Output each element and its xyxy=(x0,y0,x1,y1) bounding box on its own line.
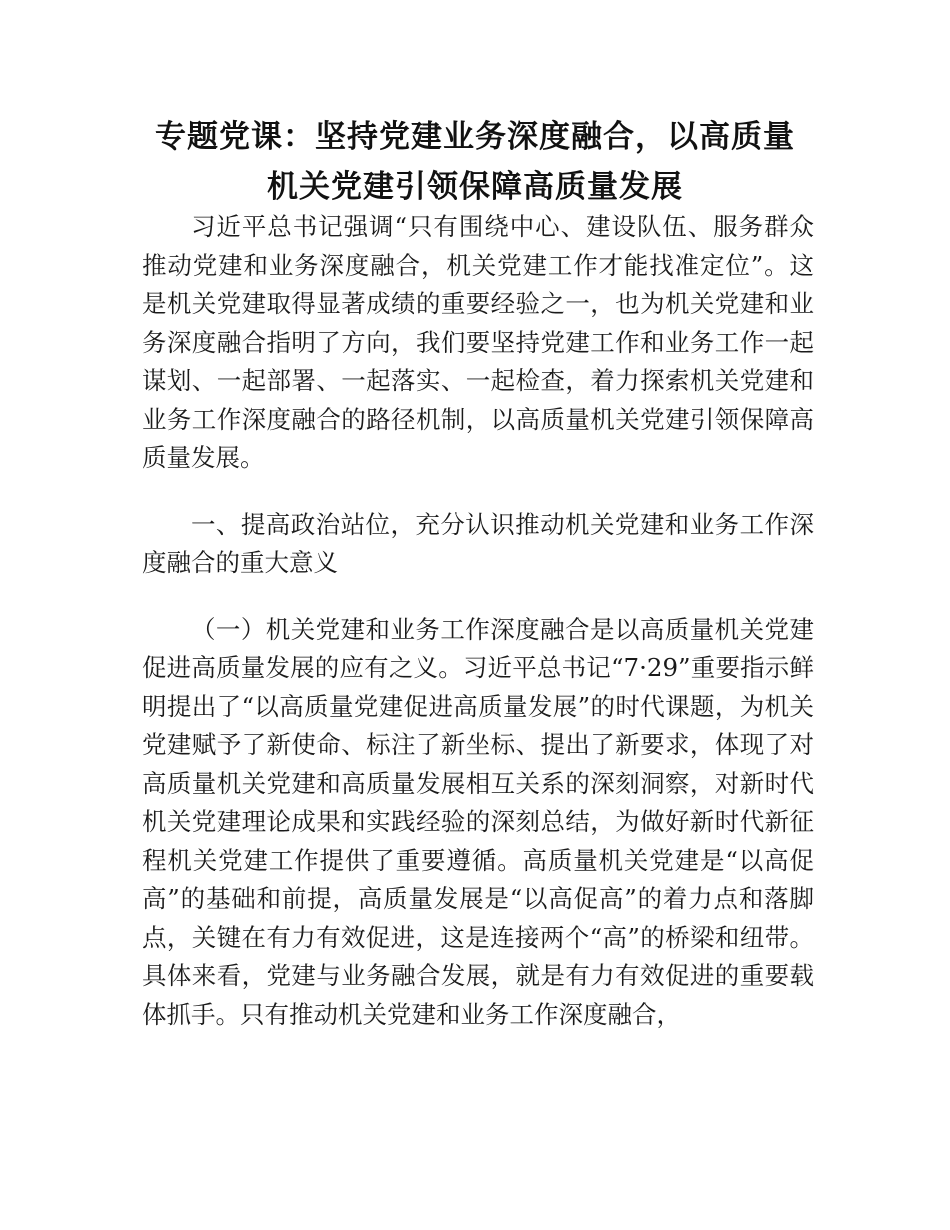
subsection-paragraph-1: （一）机关党建和业务工作深度融合是以高质量机关党建促进高质量发展的应有之义。习近平总书记“7·29”重要指示鲜明提出了“以高质量党建促进高质量发展”的时代课题，为机关党建赋予了新使命、标注了新坐标、提出了新要求，体现了对高质量机关党建和高质量发展相互关系的深刻洞察，对新时代机关党建理论成果和实践经验的深刻总结，为做好新时代新征程机关党建工作提供了重要遵循。高质量机关党建是“以高促高”的基础和前提，高质量发展是“以高促高”的着力点和落脚点，关键在有力有效促进，这是连接两个“高”的桥梁和纽带。具体来看，党建与业务融合发展，就是有力有效促进的重要载体抓手。只有推动机关党建和业务工作深度融合， xyxy=(142,614,814,1029)
section-heading-1: 一、提高政治站位，充分认识推动机关党建和业务工作深度融合的重大意义 xyxy=(142,509,814,577)
intro-paragraph: 习近平总书记强调“只有围绕中心、建设队伍、服务群众推动党建和业务深度融合，机关党建工作才能找准定位”。这是机关党建取得显著成绩的重要经验之一，也为机关党建和业务深度融合指明了方向，我们要坚持党建工作和业务工作一起谋划、一起部署、一起落实、一起检查，着力探索机关党建和业务工作深度融合的路径机制，以高质量机关党建引领保障高质量发展。 xyxy=(142,212,814,472)
title-line-1: 专题党课：坚持党建业务深度融合，以高质量 xyxy=(155,119,795,155)
title-line-2: 机关党建引领保障高质量发展 xyxy=(267,169,683,205)
document-body xyxy=(142,208,814,1034)
document-title xyxy=(140,112,810,212)
